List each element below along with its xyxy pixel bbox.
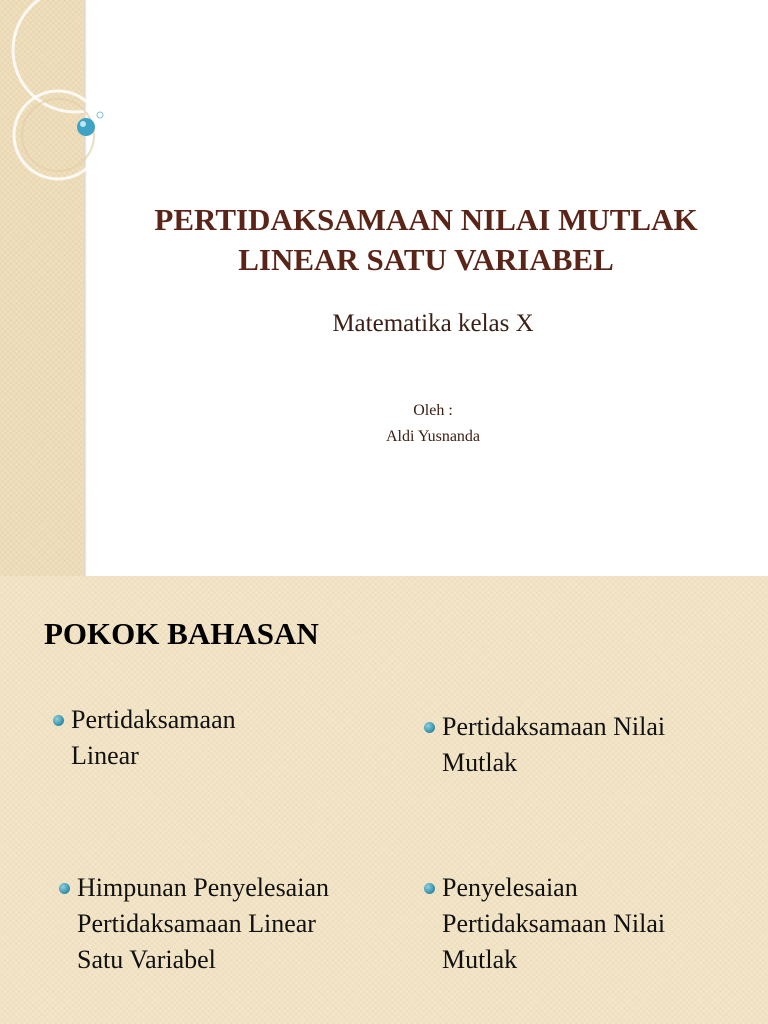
bullet-icon (424, 883, 435, 894)
topics-title: POKOK BAHASAN (44, 616, 319, 651)
bullet-icon (59, 883, 70, 894)
topic-item (77, 870, 337, 978)
bullet-icon (424, 722, 435, 733)
decorative-circles-icon (0, 0, 120, 200)
author-name: Aldi Yusnanda (385, 428, 481, 445)
topic-label: Pertidaksamaan Nilai Mutlak (442, 712, 666, 777)
topic-item (442, 709, 742, 781)
topics-slide (0, 576, 768, 1024)
slide-subtitle: Matematika kelas X (332, 310, 534, 337)
topic-label: Himpunan Penyelesaian Pertidaksamaan Linear Satu Variabel (77, 873, 329, 974)
topic-label: Pertidaksamaan Linear (71, 705, 236, 770)
slide-title-line-1: PERTIDAKSAMAAN NILAI MUTLAK (154, 202, 698, 237)
bullet-icon (53, 715, 64, 726)
slide-title-line-2: LINEAR SATU VARIABEL (238, 242, 614, 277)
slide-title (100, 200, 752, 280)
decor-ring-large (13, 0, 120, 112)
topic-label: Penyelesaian Pertidaksamaan Nilai Mutlak (442, 873, 666, 974)
decor-blue-ball-highlight (80, 121, 86, 127)
topic-item (442, 870, 742, 978)
decor-blue-ball (77, 118, 95, 136)
topic-item (71, 702, 301, 774)
author-label: Oleh : (413, 402, 453, 419)
